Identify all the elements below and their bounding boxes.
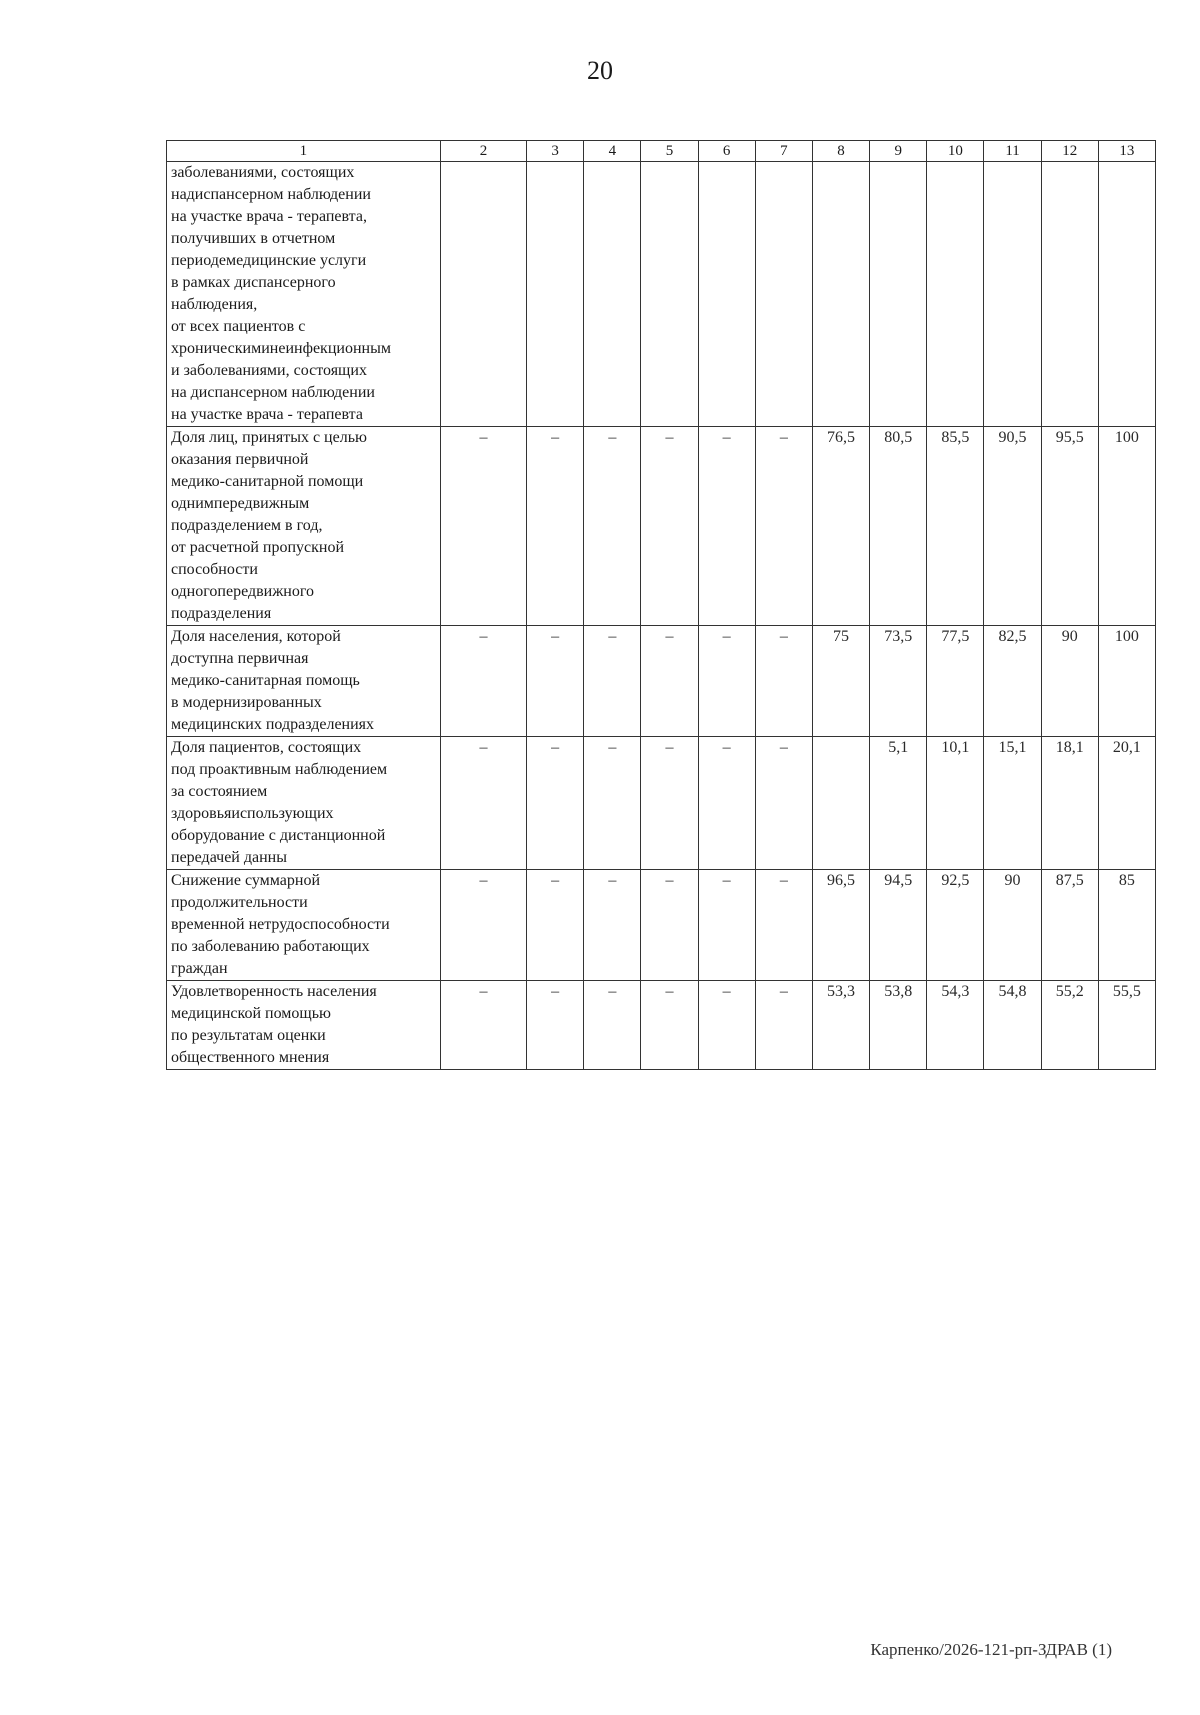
value-cell: – — [440, 427, 526, 626]
value-cell: – — [698, 737, 755, 870]
value-cell: – — [755, 981, 812, 1070]
value-cell: – — [584, 427, 641, 626]
indicator-label: Доля пациентов, состоящих под проактивным наблюдением за состоянием здоровьяиспользующих оборудование с дистанционной передачей данны — [167, 737, 441, 870]
value-cell — [927, 162, 984, 427]
value-cell: 5,1 — [870, 737, 927, 870]
value-cell — [755, 162, 812, 427]
column-header: 2 — [440, 141, 526, 162]
value-cell: 77,5 — [927, 626, 984, 737]
table-row — [167, 981, 1156, 1070]
table-row — [167, 162, 1156, 427]
value-cell: 53,3 — [812, 981, 869, 1070]
value-cell: 90 — [1041, 626, 1098, 737]
column-header: 9 — [870, 141, 927, 162]
value-cell: 75 — [812, 626, 869, 737]
value-cell: 53,8 — [870, 981, 927, 1070]
value-cell: – — [755, 626, 812, 737]
value-cell: 100 — [1098, 427, 1155, 626]
value-cell — [1041, 162, 1098, 427]
value-cell — [870, 162, 927, 427]
indicator-label: Доля населения, которой доступна первичная медико-санитарная помощь в модернизированных медицинских подразделениях — [167, 626, 441, 737]
value-cell: – — [527, 870, 584, 981]
value-cell: – — [698, 626, 755, 737]
indicator-label: заболеваниями, состоящих надиспансерном наблюдении на участке врача - терапевта, получивших в отчетном периодемедицинские услуги в рамках диспансерного наблюдения, от всех пациентов с хроническиминеинфекционным и заболеваниями, состоящих на диспансерном наблюдении на участке врача - терапевта — [167, 162, 441, 427]
column-header: 13 — [1098, 141, 1155, 162]
column-header: 1 — [167, 141, 441, 162]
column-header: 12 — [1041, 141, 1098, 162]
value-cell: – — [698, 427, 755, 626]
value-cell: 10,1 — [927, 737, 984, 870]
value-cell: – — [641, 737, 698, 870]
value-cell: – — [440, 626, 526, 737]
value-cell: – — [440, 981, 526, 1070]
value-cell: 100 — [1098, 626, 1155, 737]
value-cell: 94,5 — [870, 870, 927, 981]
value-cell: – — [584, 870, 641, 981]
value-cell: – — [527, 737, 584, 870]
table-row — [167, 427, 1156, 626]
value-cell: 96,5 — [812, 870, 869, 981]
value-cell: – — [698, 870, 755, 981]
column-header: 8 — [812, 141, 869, 162]
value-cell: 54,8 — [984, 981, 1041, 1070]
value-cell: 92,5 — [927, 870, 984, 981]
value-cell: 90,5 — [984, 427, 1041, 626]
table-row — [167, 870, 1156, 981]
indicator-label: Доля лиц, принятых с целью оказания первичной медико-санитарной помощи однимпередвижным подразделением в год, от расчетной пропускной способности одногопередвижного подразделения — [167, 427, 441, 626]
value-cell: – — [527, 427, 584, 626]
value-cell: 85,5 — [927, 427, 984, 626]
column-header: 11 — [984, 141, 1041, 162]
value-cell: 18,1 — [1041, 737, 1098, 870]
value-cell: 82,5 — [984, 626, 1041, 737]
column-header: 3 — [527, 141, 584, 162]
value-cell — [440, 162, 526, 427]
value-cell — [984, 162, 1041, 427]
value-cell: – — [641, 981, 698, 1070]
value-cell — [698, 162, 755, 427]
table-row — [167, 626, 1156, 737]
value-cell — [1098, 162, 1155, 427]
value-cell: – — [527, 981, 584, 1070]
value-cell — [641, 162, 698, 427]
value-cell: – — [755, 427, 812, 626]
value-cell: – — [584, 737, 641, 870]
value-cell: – — [641, 870, 698, 981]
value-cell: – — [440, 737, 526, 870]
value-cell: 95,5 — [1041, 427, 1098, 626]
column-header: 10 — [927, 141, 984, 162]
document-footer: Карпенко/2026-121-рп-ЗДРАВ (1) — [870, 1640, 1112, 1659]
value-cell: – — [584, 981, 641, 1070]
value-cell — [812, 737, 869, 870]
value-cell: 87,5 — [1041, 870, 1098, 981]
value-cell: 55,5 — [1098, 981, 1155, 1070]
header-row — [167, 141, 1156, 162]
table-body — [167, 162, 1156, 1070]
column-header: 7 — [755, 141, 812, 162]
value-cell: 54,3 — [927, 981, 984, 1070]
value-cell: – — [641, 626, 698, 737]
value-cell: – — [755, 737, 812, 870]
column-header: 6 — [698, 141, 755, 162]
value-cell: – — [440, 870, 526, 981]
column-header: 4 — [584, 141, 641, 162]
value-cell — [527, 162, 584, 427]
indicator-label: Удовлетворенность населения медицинской помощью по результатам оценки общественного мнения — [167, 981, 441, 1070]
page-number: 20 — [587, 56, 613, 85]
value-cell: – — [641, 427, 698, 626]
value-cell: 76,5 — [812, 427, 869, 626]
value-cell: 73,5 — [870, 626, 927, 737]
value-cell: – — [527, 626, 584, 737]
value-cell: 15,1 — [984, 737, 1041, 870]
value-cell — [584, 162, 641, 427]
indicators-table — [166, 140, 1156, 1070]
value-cell: 80,5 — [870, 427, 927, 626]
table-row — [167, 737, 1156, 870]
value-cell: – — [755, 870, 812, 981]
value-cell — [812, 162, 869, 427]
value-cell: 85 — [1098, 870, 1155, 981]
value-cell: 90 — [984, 870, 1041, 981]
value-cell: 20,1 — [1098, 737, 1155, 870]
column-header: 5 — [641, 141, 698, 162]
value-cell: – — [698, 981, 755, 1070]
indicator-label: Снижение суммарной продолжительности временной нетрудоспособности по заболеванию работающих граждан — [167, 870, 441, 981]
value-cell: – — [584, 626, 641, 737]
value-cell: 55,2 — [1041, 981, 1098, 1070]
